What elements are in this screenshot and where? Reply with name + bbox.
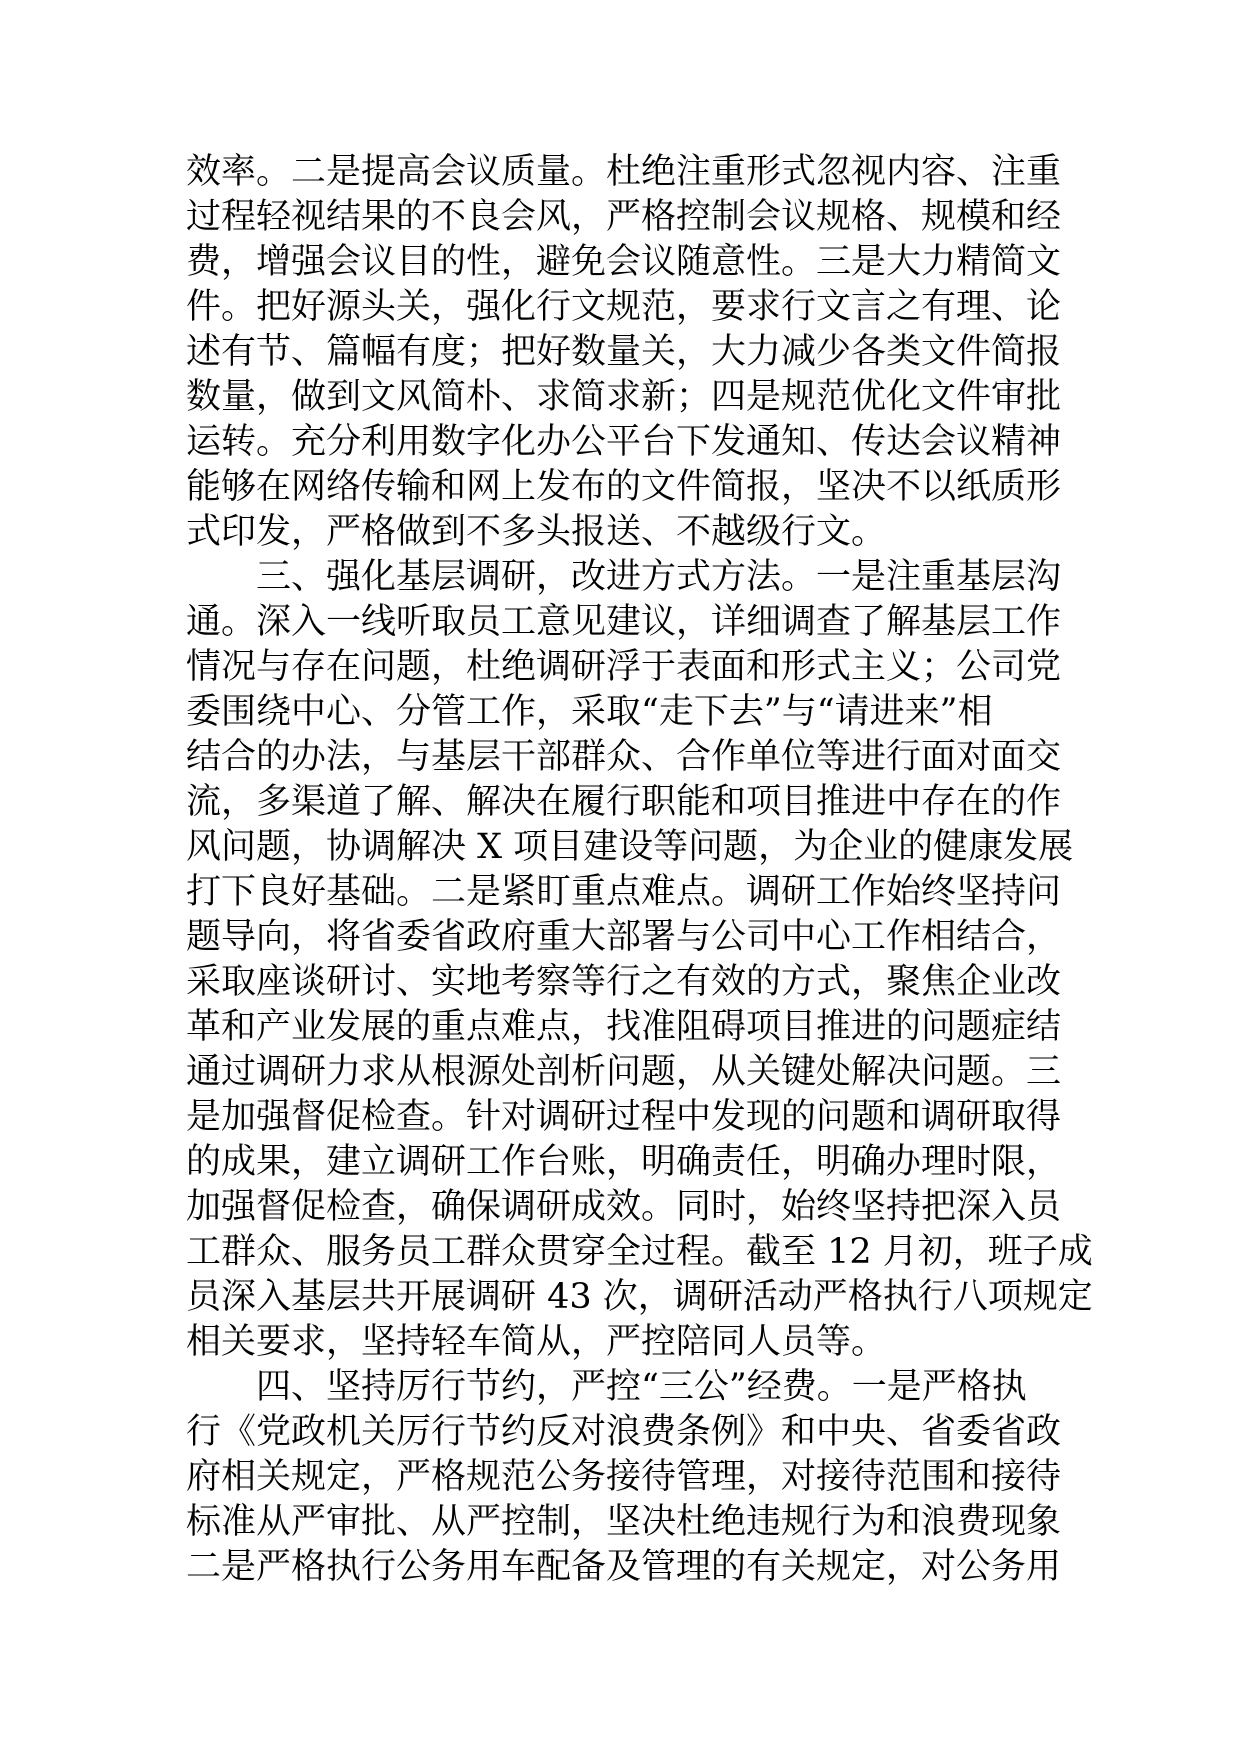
- text-line: 行《党政机关厉行节约反对浪费条例》和中央、省委省政: [186, 1412, 1062, 1452]
- text-line: 式印发，严格做到不多头报送、不越级行文。: [186, 512, 887, 552]
- text-line: 费，增强会议目的性，避免会议随意性。三是大力精简文: [186, 242, 1062, 282]
- text-line: 委围绕中心、分管工作，采取“走下去”与“请进来”相: [186, 692, 993, 732]
- text-line: 题导向，将省委省政府重大部署与公司中心工作相结合，: [186, 917, 1062, 957]
- text-line: 二是严格执行公务用车配备及管理的有关规定，对公务用: [186, 1547, 1062, 1587]
- text-line: 府相关规定，严格规范公务接待管理，对接待范围和接待: [186, 1457, 1062, 1497]
- text-line: 过程轻视结果的不良会风，严格控制会议规格、规模和经: [186, 197, 1062, 237]
- body-text: [186, 150, 1093, 1590]
- text-line: 加强督促检查，确保调研成效。同时，始终坚持把深入员: [186, 1187, 1062, 1227]
- text-line: 通过调研力求从根源处剖析问题，从关键处解决问题。三: [186, 1052, 1062, 1092]
- text-line: 流，多渠道了解、解决在履行职能和项目推进中存在的作: [186, 782, 1062, 822]
- text-line: 标准从严审批、从严控制，坚决杜绝违规行为和浪费现象: [186, 1502, 1062, 1542]
- text-line: 相关要求，坚持轻车简从，严控陪同人员等。: [186, 1322, 887, 1362]
- section-heading-line: 四、坚持厉行节约，严控“三公”经费。一是严格执: [256, 1367, 1027, 1407]
- text-line: 是加强督促检查。针对调研过程中发现的问题和调研取得: [186, 1097, 1062, 1137]
- text-line: 数量，做到文风简朴、求简求新；四是规范优化文件审批: [186, 377, 1062, 417]
- section-heading-line: 三、强化基层调研，改进方式方法。一是注重基层沟: [256, 557, 1062, 597]
- text-line: 述有节、篇幅有度；把好数量关，大力减少各类文件简报: [186, 332, 1062, 372]
- text-line: 运转。充分利用数字化办公平台下发通知、传达会议精神: [186, 422, 1062, 462]
- text-line: 效率。二是提高会议质量。杜绝注重形式忽视内容、注重: [186, 152, 1062, 192]
- text-line: 通。深入一线听取员工意见建议，详细调查了解基层工作: [186, 602, 1062, 642]
- text-line: 打下良好基础。二是紧盯重点难点。调研工作始终坚持问: [186, 872, 1062, 912]
- text-line: 采取座谈研讨、实地考察等行之有效的方式，聚焦企业改: [186, 962, 1062, 1002]
- text-line: 工群众、服务员工群众贯穿全过程。截至 12 月初，班子成: [186, 1232, 1093, 1272]
- text-line: 件。把好源头关，强化行文规范，要求行文言之有理、论: [186, 287, 1062, 327]
- text-line: 革和产业发展的重点难点，找准阻碍项目推进的问题症结: [186, 1007, 1062, 1047]
- text-line: 风问题，协调解决 X 项目建设等问题，为企业的健康发展: [186, 827, 1074, 867]
- text-line: 结合的办法，与基层干部群众、合作单位等进行面对面交: [186, 737, 1062, 777]
- text-line: 的成果，建立调研工作台账，明确责任，明确办理时限，: [186, 1142, 1062, 1182]
- text-line: 情况与存在问题，杜绝调研浮于表面和形式主义；公司党: [186, 647, 1062, 687]
- text-line: 能够在网络传输和网上发布的文件简报，坚决不以纸质形: [186, 467, 1062, 507]
- text-line: 员深入基层共开展调研 43 次，调研活动严格执行八项规定: [186, 1277, 1093, 1317]
